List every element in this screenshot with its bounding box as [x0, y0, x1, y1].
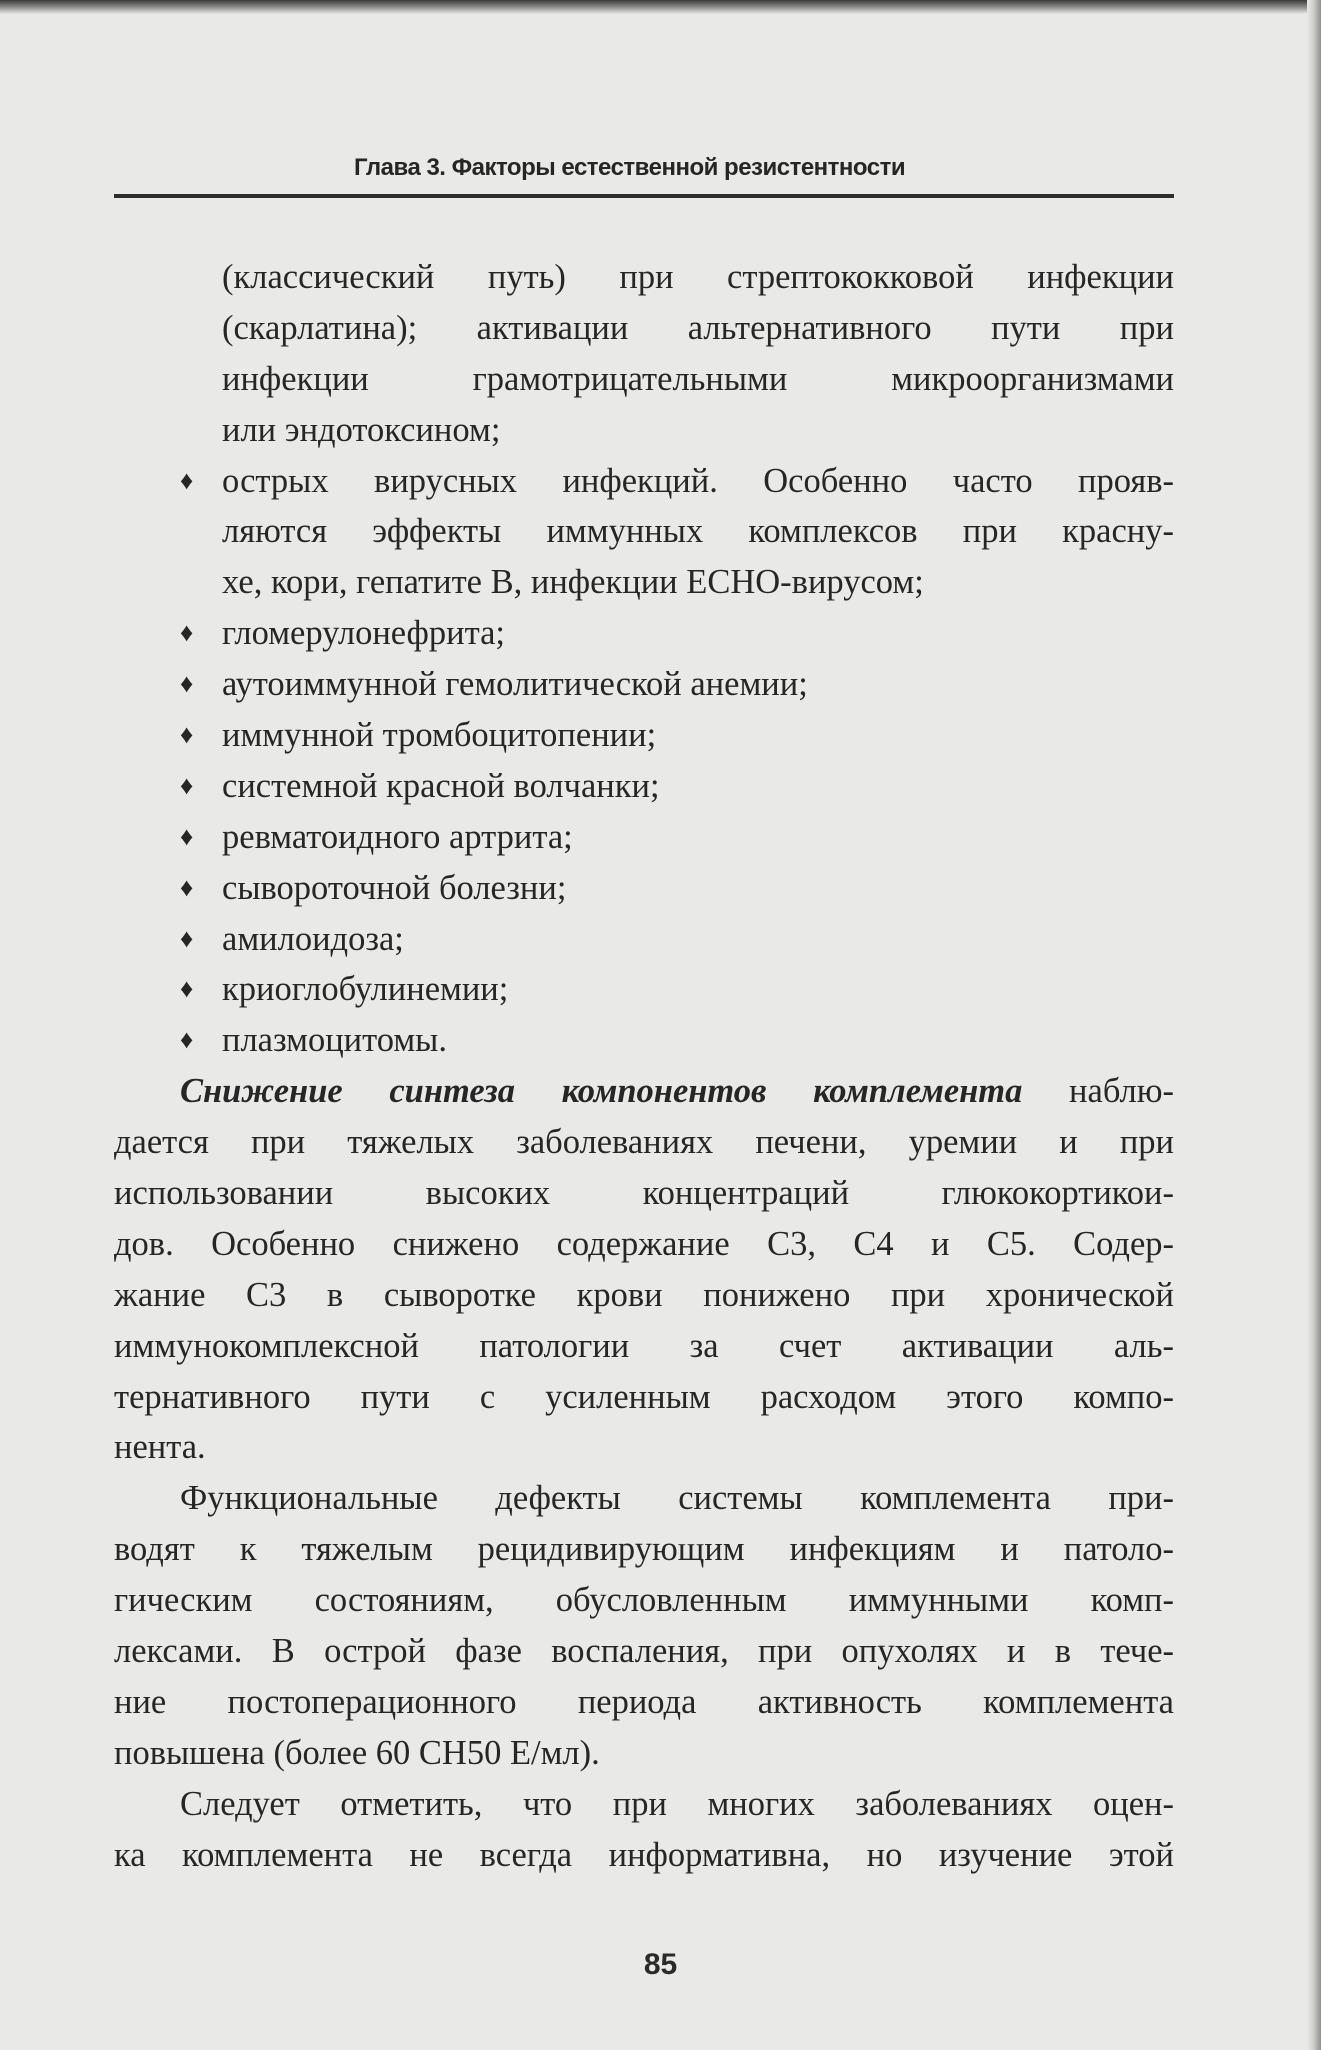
bullet-text: ревматоидного артрита;: [222, 817, 573, 856]
bullet-text: системной красной волчанки;: [222, 766, 660, 805]
bullet-item: [114, 1015, 1174, 1066]
text-line: водят к тяжелым рецидивирующим инфекциям и патоло-: [114, 1530, 1174, 1569]
bullet-text: криоглобулинемии;: [222, 970, 509, 1009]
bullet-icon: ♦: [180, 923, 194, 953]
text-line: ляются эффекты иммунных комплексов при красну-: [222, 512, 1174, 551]
text-line: (классический путь) при стрептококковой инфекции: [222, 258, 1174, 296]
text-line: гическим состояниям, обусловленным иммунными комп-: [114, 1581, 1174, 1620]
bullet-icon: ♦: [180, 720, 194, 750]
bullet-icon: ♦: [180, 821, 194, 851]
bullet-icon: ♦: [180, 669, 194, 699]
bullet-icon: ♦: [180, 618, 194, 648]
bullet-item: [114, 812, 1174, 863]
bullet-item: [114, 659, 1174, 710]
text-line: тернативного пути с усиленным расходом этого компо-: [114, 1377, 1174, 1416]
text-line: (скарлатина); активации альтернативного пути при: [222, 308, 1174, 347]
running-head-title: Глава 3. Факторы естественной резистентности: [354, 154, 906, 181]
text-fragment: наблю-: [1069, 1072, 1174, 1111]
text-line: или эндотоксином;: [222, 410, 501, 449]
bullet-item: [114, 863, 1174, 914]
text-line: иммунокомплексной патологии за счет активации аль-: [114, 1326, 1174, 1365]
text-line: ние постоперационного периода активность комплемента: [114, 1682, 1174, 1721]
bullet-item: [114, 914, 1174, 965]
bullet-text: амилоидоза;: [222, 919, 404, 958]
bullet-text: сывороточной болезни;: [222, 868, 567, 907]
bullet-icon: ♦: [180, 1025, 194, 1055]
text-line: лексами. В острой фазе воспаления, при опухолях и в тече-: [114, 1632, 1174, 1671]
bullet-item: [114, 456, 1174, 507]
paragraph-first-line: [114, 1066, 1174, 1117]
text-line: нента.: [114, 1428, 206, 1467]
text-line: дается при тяжелых заболеваниях печени, уремии и при: [114, 1123, 1174, 1162]
bullet-text: аутоиммунной гемолитической анемии;: [222, 665, 808, 704]
bullet-icon: ♦: [180, 872, 194, 902]
text-line: дов. Особенно снижено содержание С3, С4 и С5. Содер-: [114, 1224, 1174, 1263]
page-number: 85: [643, 1948, 678, 1981]
running-head: [114, 150, 1174, 198]
bullet-icon: ♦: [180, 465, 194, 495]
text-line: хе, кори, гепатите В, инфекции ЕСНО-вирусом;: [222, 563, 924, 602]
text-line: ка комплемента не всегда информативна, но изучение этой: [114, 1835, 1174, 1874]
text-line: использовании высоких концентраций глюкокортикои-: [114, 1174, 1174, 1213]
text-line: жание С3 в сыворотке крови понижено при хронической: [114, 1275, 1174, 1314]
bullet-item: [114, 710, 1174, 761]
page-body: [114, 252, 1174, 1881]
bullet-text: иммунной тромбоцитопении;: [222, 716, 657, 755]
text-line: повышена (более 60 СН50 Е/мл).: [114, 1733, 600, 1772]
page-top-edge: [0, 0, 1321, 14]
bullet-item: [114, 608, 1174, 659]
bullet-item: [114, 964, 1174, 1015]
text-line: инфекции грамотрицательными микроорганизмами: [222, 359, 1174, 398]
paragraph-first-line: Следует отметить, что при многих заболеваниях оцен-: [180, 1784, 1174, 1823]
emphasis-text: Снижение синтеза компонентов комплемента: [180, 1072, 1023, 1111]
bullet-text: острых вирусных инфекций. Особенно часто прояв-: [222, 461, 1174, 500]
bullet-text: гломерулонефрита;: [222, 614, 506, 653]
page-right-edge: [1307, 0, 1321, 2050]
paragraph-first-line: Функциональные дефекты системы комплемента при-: [180, 1479, 1174, 1518]
bullet-icon: ♦: [180, 974, 194, 1004]
bullet-text: плазмоцитомы.: [222, 1021, 447, 1060]
bullet-icon: ♦: [180, 770, 194, 800]
bullet-item: [114, 761, 1174, 812]
